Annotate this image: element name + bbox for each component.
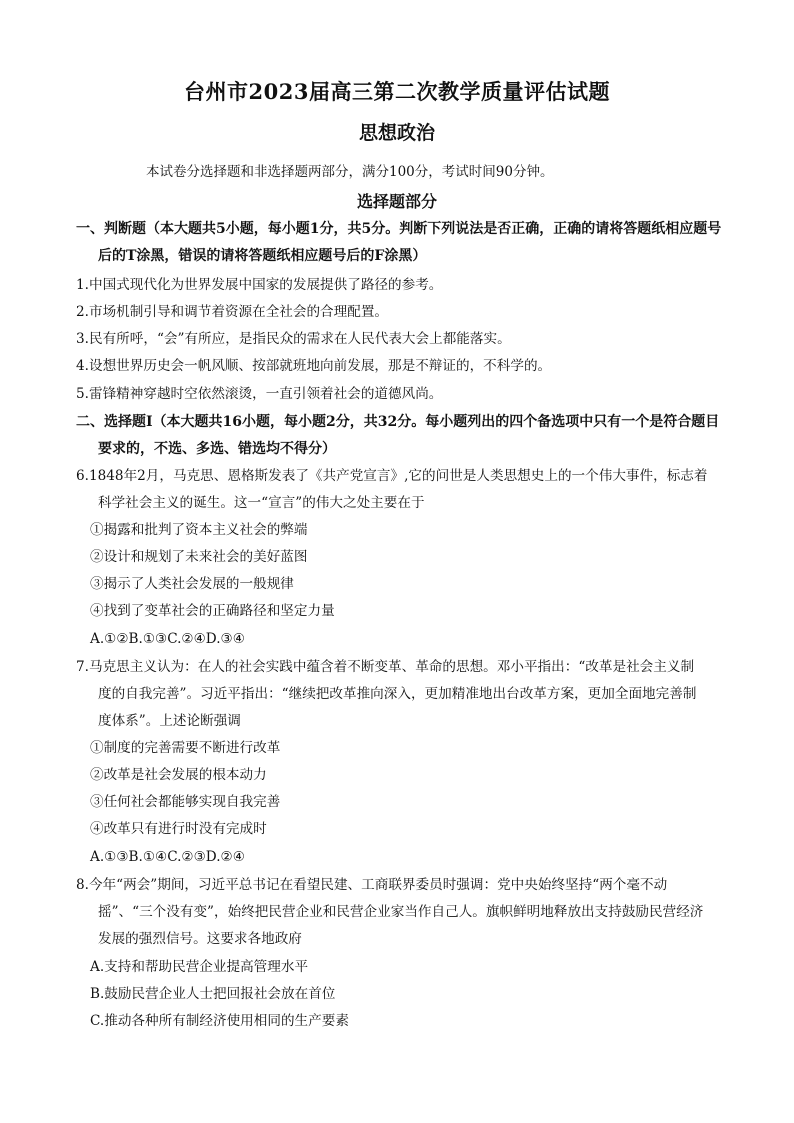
section1-heading-cont: 后的T涂黑，错误的请将答题纸相应题号后的F涂黑） bbox=[98, 248, 427, 264]
section2-heading-cont: 要求的，不选、多选、错选均不得分） bbox=[98, 441, 336, 457]
q7-stem: 7.马克思主义认为：在人的社会实践中蕴含着不断变革、革命的思想。邓小平指出：“改革是社会主义制 bbox=[76, 659, 695, 675]
q6-option-1: ①揭露和批判了资本主义社会的弊端 bbox=[90, 522, 308, 538]
judge-item-3: 3.民有所呼，“会”有所应，是指民众的需求在人民代表大会上都能落实。 bbox=[76, 331, 511, 347]
q6-stem-cont: 科学社会主义的诞生。这一“宣言”的伟大之处主要在于 bbox=[98, 495, 425, 511]
section1-heading: 一、判断题（本大题共5小题，每小题1分，共5分。判断下列说法是否正确，正确的请将答题纸相应题号 bbox=[76, 221, 722, 237]
q6-option-3: ③揭示了人类社会发展的一般规律 bbox=[90, 576, 294, 592]
q8-stem-cont: 摇”、“三个没有变”，始终把民营企业和民营企业家当作自己人。旗帜鲜明地释放出支持鼓励民营经济 bbox=[98, 904, 704, 920]
q6-option-4: ④找到了变革社会的正确路径和坚定力量 bbox=[90, 603, 335, 619]
q7-option-1: ①制度的完善需要不断进行改革 bbox=[90, 740, 281, 756]
q6-answers: A.①②B.①③C.②④D.③④ bbox=[90, 631, 245, 647]
q7-stem-cont: 度的自我完善”。习近平指出：“继续把改革推向深入，更加精准地出台改革方案，更加全面地完善制 bbox=[98, 686, 697, 702]
part-heading: 选择题部分 bbox=[356, 192, 437, 211]
q8-stem: 8.今年“两会”期间，习近平总书记在看望民建、工商联界委员时强调：党中央始终坚持“两个毫不动 bbox=[76, 877, 668, 893]
judge-item-1: 1.中国式现代化为世界发展中国家的发展提供了路径的参考。 bbox=[76, 277, 443, 293]
judge-item-4: 4.设想世界历史会一帆风顺、按部就班地向前发展，那是不辩证的，不科学的。 bbox=[76, 358, 552, 374]
section2-heading: 二、选择题Ⅰ（本大题共16小题，每小题2分，共32分。每小题列出的四个备选项中只有一个是符合题目 bbox=[76, 414, 720, 430]
judge-item-2: 2.市场机制引导和调节着资源在全社会的合理配置。 bbox=[76, 304, 389, 320]
q7-option-4: ④改革只有进行时没有完成时 bbox=[90, 821, 267, 837]
q7-answers: A.①③B.①④C.②③D.②④ bbox=[90, 849, 245, 865]
q7-stem-cont2: 度体系”。上述论断强调 bbox=[98, 713, 241, 729]
q8-option-b: B.鼓励民营企业人士把回报社会放在首位 bbox=[90, 986, 336, 1002]
q8-option-a: A.支持和帮助民营企业提高管理水平 bbox=[90, 959, 309, 975]
q6-stem: 6.1848年2月，马克思、恩格斯发表了《共产党宣言》,它的问世是人类思想史上的一个伟大事件，标志着 bbox=[76, 468, 708, 484]
exam-subject: 思想政治 bbox=[358, 122, 435, 144]
q7-option-3: ③任何社会都能够实现自我完善 bbox=[90, 794, 281, 810]
exam-intro: 本试卷分选择题和非选择题两部分，满分100分，考试时间90分钟。 bbox=[146, 164, 554, 180]
q8-stem-cont2: 发展的强烈信号。这要求各地政府 bbox=[98, 931, 302, 947]
q8-option-c: C.推动各种所有制经济使用相同的生产要素 bbox=[90, 1013, 349, 1029]
q6-option-2: ②设计和规划了未来社会的美好蓝图 bbox=[90, 549, 308, 565]
q7-option-2: ②改革是社会发展的根本动力 bbox=[90, 767, 267, 783]
exam-title: 台州市2023届高三第二次教学质量评估试题 bbox=[184, 79, 610, 104]
judge-item-5: 5.雷锋精神穿越时空依然滚烫，一直引领着社会的道德风尚。 bbox=[76, 386, 443, 402]
